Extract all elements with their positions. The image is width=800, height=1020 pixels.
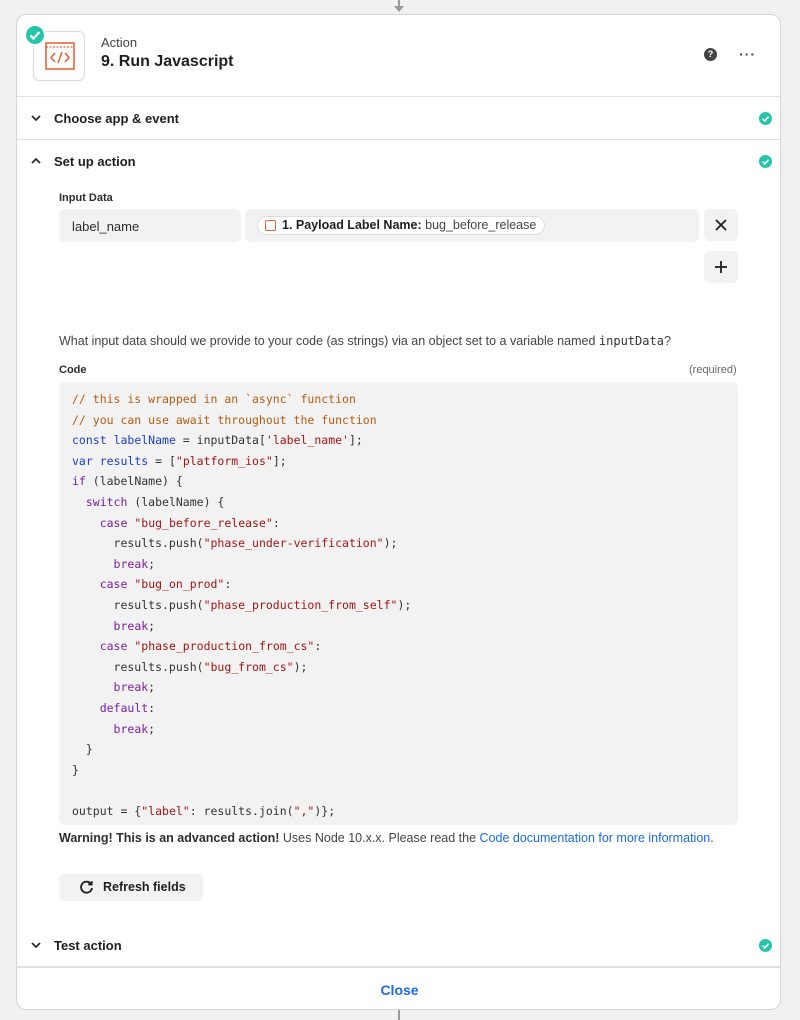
code-line: var results = ["platform_ios"]; <box>72 453 287 468</box>
code-icon <box>45 42 75 70</box>
help-icon[interactable]: ? <box>704 48 717 61</box>
code-line: results.push("bug_from_cs"); <box>72 659 308 674</box>
code-line: case "bug_before_release": <box>99 515 280 530</box>
step-complete-check-icon <box>24 24 46 46</box>
input-data-value-field[interactable] <box>245 209 699 242</box>
plus-icon <box>704 251 738 283</box>
code-line: results.push("phase_under-verification"); <box>72 536 398 551</box>
help-text-prefix: What input data should we provide to your code (as strings) via an object set to a variable named <box>59 334 596 348</box>
section-complete-check-icon <box>759 939 772 952</box>
add-input-row-button[interactable] <box>704 251 738 283</box>
help-text-variable: inputData <box>598 334 664 348</box>
code-line: // you can use await throughout the function <box>72 412 377 427</box>
code-label: Code <box>59 364 87 376</box>
section-label: Choose app & event <box>54 111 179 126</box>
more-options-icon[interactable]: ··· <box>739 46 756 62</box>
close-label: Close <box>380 982 419 998</box>
code-documentation-link[interactable]: Code documentation for more information <box>479 831 711 845</box>
app-token-icon <box>265 220 276 231</box>
input-data-help-text <box>59 334 671 348</box>
code-line: // this is wrapped in an `async` function <box>72 392 356 406</box>
refresh-fields-button[interactable] <box>59 874 203 901</box>
flow-connector-bottom <box>398 1010 400 1020</box>
code-line: } <box>72 762 79 777</box>
chevron-up-icon <box>29 154 43 168</box>
help-text-suffix: ? <box>663 334 671 348</box>
chevron-down-icon <box>29 111 43 125</box>
step-type-label: Action <box>101 35 138 50</box>
required-label: (required) <box>689 364 737 376</box>
step-title: 9. Run Javascript <box>101 53 234 70</box>
advanced-action-warning <box>59 831 714 845</box>
code-line: results.push("phase_production_from_self"); <box>72 597 412 612</box>
flow-arrow-icon <box>394 6 404 12</box>
section-test-action[interactable] <box>17 924 781 967</box>
refresh-fields-label: Refresh fields <box>103 880 186 894</box>
code-line: default: <box>99 700 156 715</box>
input-data-key-value: label_name <box>72 219 140 234</box>
warning-text: Uses Node 10.x.x. Please read the <box>282 831 477 845</box>
code-line: break; <box>113 721 156 736</box>
code-line: case "phase_production_from_cs": <box>99 639 322 654</box>
step-header[interactable] <box>17 15 780 97</box>
refresh-icon <box>79 880 94 895</box>
section-complete-check-icon <box>759 112 772 125</box>
code-line: const labelName = inputData['label_name']; <box>72 433 363 448</box>
section-complete-check-icon <box>759 155 772 168</box>
code-line: output = {"label": results.join(",")}; <box>72 803 336 818</box>
code-line: break; <box>113 556 156 571</box>
section-label: Test action <box>54 938 122 953</box>
warning-end: . <box>710 831 714 845</box>
code-line: break; <box>113 618 156 633</box>
code-line: if (labelName) { <box>72 474 183 489</box>
input-data-label: Input Data <box>59 192 113 204</box>
code-line: switch (labelName) { <box>85 494 225 509</box>
close-step-button[interactable] <box>17 968 781 1010</box>
warning-bold: Warning! This is an advanced action! <box>59 831 280 845</box>
step-card <box>16 14 781 1010</box>
setup-action-panel <box>17 183 780 968</box>
code-line: case "bug_on_prod": <box>99 577 232 592</box>
mapped-field-token[interactable] <box>257 216 545 235</box>
input-data-key-field[interactable] <box>59 209 241 242</box>
code-editor[interactable] <box>59 382 738 825</box>
section-set-up-action[interactable] <box>17 140 780 183</box>
code-line: break; <box>113 680 156 695</box>
close-icon <box>704 209 738 241</box>
chevron-down-icon <box>29 938 43 952</box>
code-line <box>72 780 725 801</box>
token-value: bug_before_release <box>425 218 537 232</box>
code-line: } <box>72 742 93 757</box>
section-choose-app-event[interactable] <box>17 97 780 140</box>
token-label: 1. Payload Label Name: <box>282 218 422 232</box>
section-label: Set up action <box>54 154 136 169</box>
remove-input-row-button[interactable] <box>704 209 738 241</box>
